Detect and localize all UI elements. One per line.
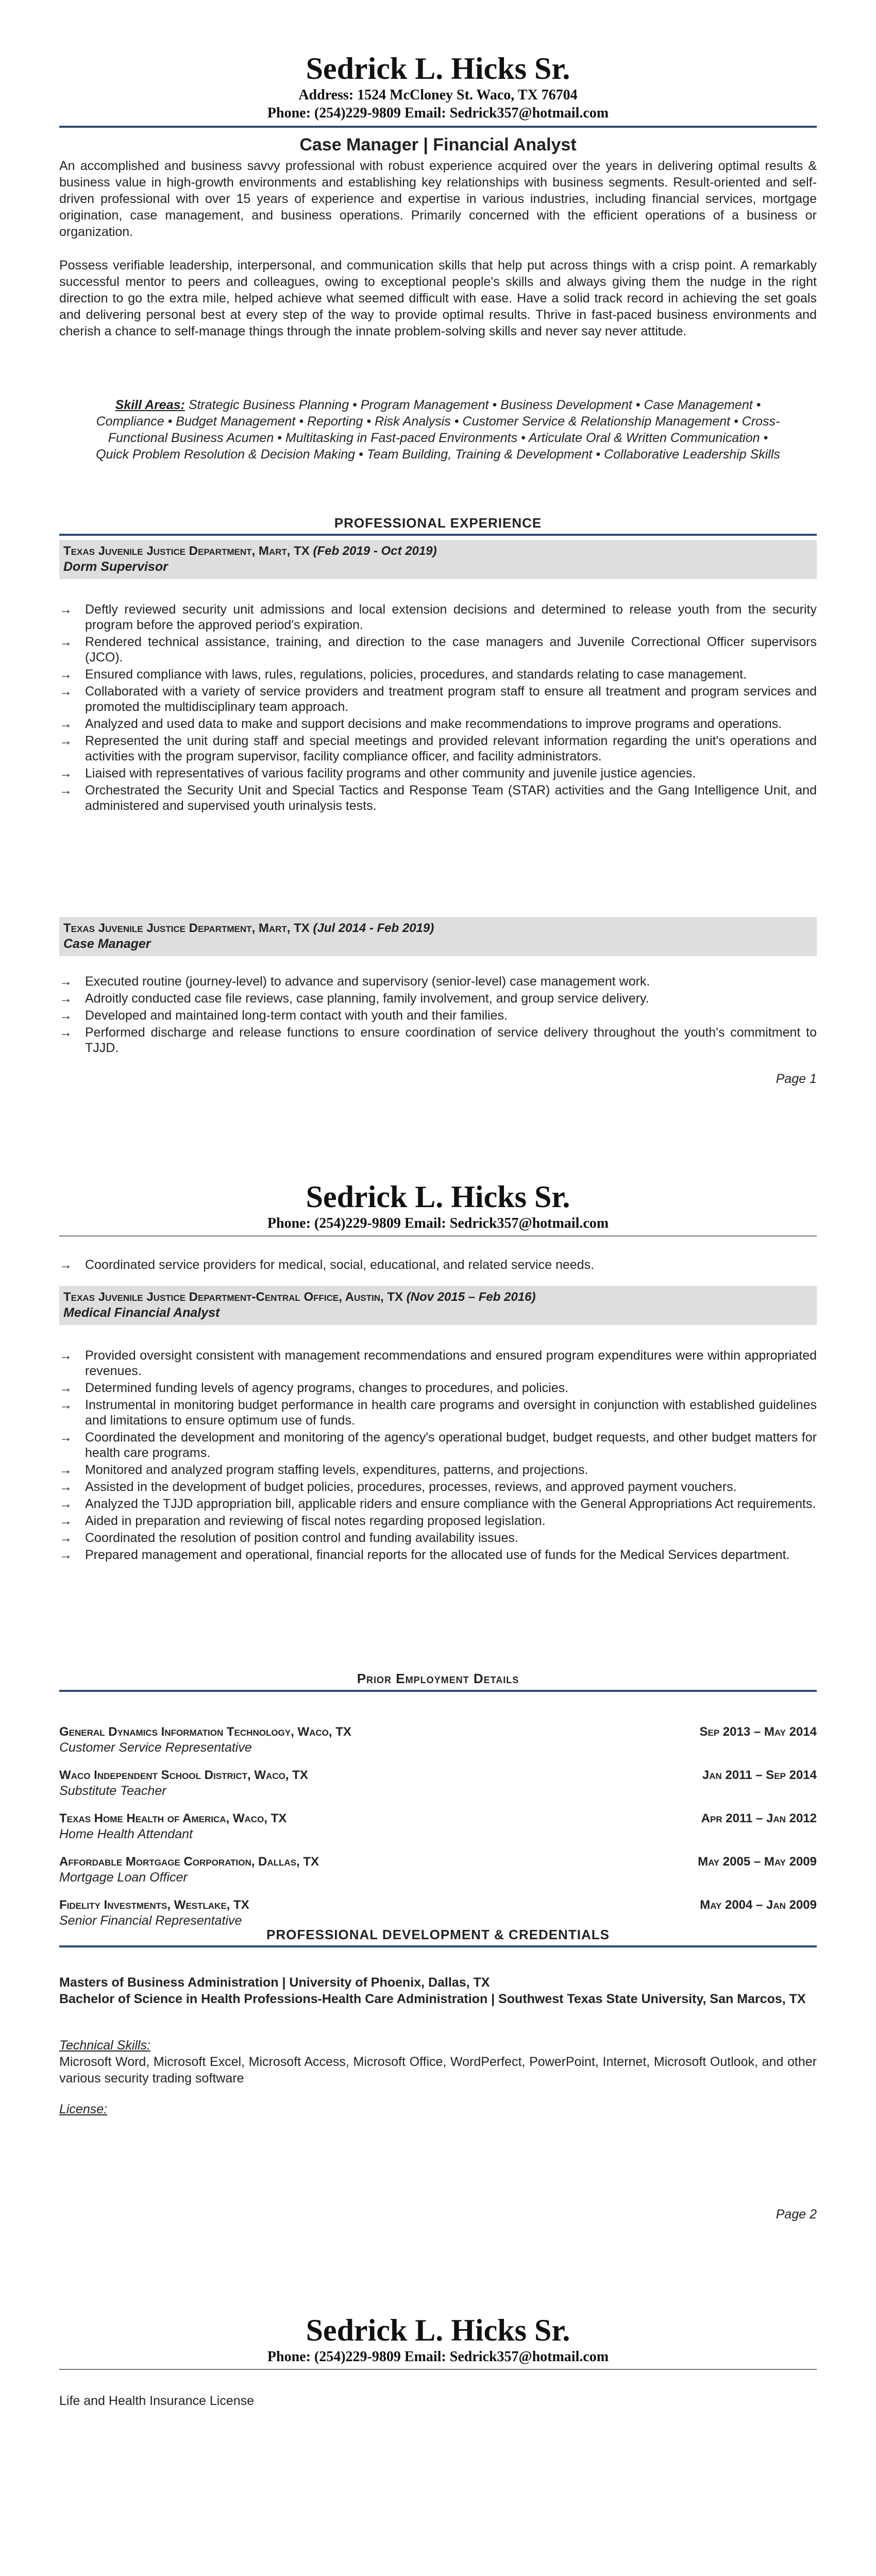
arrow-icon: → xyxy=(59,974,72,989)
skill-areas-list: Strategic Business Planning • Program Management • Business Development • Case Management • Compliance • Budget Management • Reporting • Risk Analysis • Customer Service & Relationship Management • Cross-Functional Business Acumen • Multitasking in Fast-paced Environments • Articulate Oral & Written Communication • Quick Problem Resolution & Decision Making • Team Building, Training & Development • Collaborative Leadership Skills xyxy=(96,398,780,462)
prior-job-title: Substitute Teacher xyxy=(59,1784,166,1798)
arrow-icon: → xyxy=(59,766,72,781)
list-item: → Developed and maintained long-term contact with youth and their families. xyxy=(59,1008,508,1023)
prior-job-employer: Affordable Mortgage Corporation, Dallas, TX xyxy=(59,1855,319,1869)
arrow-icon: → xyxy=(59,684,72,699)
prior-job xyxy=(59,1768,817,1799)
education-item: Masters of Business Administration | University of Phoenix, Dallas, TX xyxy=(59,1975,490,1990)
arrow-icon: → xyxy=(59,602,72,617)
arrow-icon: → xyxy=(59,1258,72,1272)
list-item: → Assisted in the development of budget policies, procedures, processes, reviews, and approved payment vouchers. xyxy=(59,1480,737,1494)
page-1 xyxy=(0,0,876,1133)
arrow-icon: → xyxy=(59,1463,72,1477)
page-number: Page 2 xyxy=(776,2207,817,2222)
prior-job-dates: May 2004 – Jan 2009 xyxy=(700,1898,817,1912)
arrow-icon: → xyxy=(59,1348,72,1363)
list-item: → Coordinated service providers for medical, social, educational, and related service needs. xyxy=(59,1258,595,1272)
job-dates: (Jul 2014 - Feb 2019) xyxy=(313,921,434,935)
technical-skills-label: Technical Skills: xyxy=(59,2038,150,2053)
list-item: → Provided oversight consistent with management recommendations and ensured program expenditures were within appropriated revenues. xyxy=(59,1348,817,1378)
arrow-icon: → xyxy=(59,1025,72,1040)
arrow-icon: → xyxy=(59,734,72,748)
header-divider xyxy=(59,126,817,128)
job-employer: Texas Juvenile Justice Department, Mart, TX xyxy=(63,921,310,935)
arrow-icon: → xyxy=(59,1531,72,1545)
job-header xyxy=(59,540,817,579)
arrow-icon: → xyxy=(59,1548,72,1562)
job-employer: Texas Juvenile Justice Department, Mart, TX xyxy=(63,544,310,558)
job-dates: (Feb 2019 - Oct 2019) xyxy=(313,544,437,558)
page-number: Page 1 xyxy=(776,1072,817,1086)
arrow-icon: → xyxy=(59,1430,72,1445)
arrow-icon: → xyxy=(59,1398,72,1412)
list-item: → Adroitly conducted case file reviews, case planning, family involvement, and group service delivery. xyxy=(59,991,649,1006)
prior-job-dates: Jan 2011 – Sep 2014 xyxy=(702,1768,817,1782)
arrow-icon: → xyxy=(59,1480,72,1494)
list-item: → Instrumental in monitoring budget performance in health care programs and oversight in conjunction with established guidelines and limitations to ensure optimum use of funds. xyxy=(59,1398,817,1428)
job-title: Medical Financial Analyst xyxy=(63,1306,220,1320)
license-text: Life and Health Insurance License xyxy=(59,2394,255,2408)
prior-job-title: Senior Financial Representative xyxy=(59,1913,242,1928)
list-item: → Executed routine (journey-level) to advance and supervisory (senior-level) case management work. xyxy=(59,974,650,989)
education-item: Bachelor of Science in Health Professions-Health Care Administration | Southwest Texas State University, San Marcos, TX xyxy=(59,1992,806,2006)
prior-job xyxy=(59,1725,817,1756)
job-header xyxy=(59,917,817,956)
arrow-icon: → xyxy=(59,991,72,1006)
prior-job xyxy=(59,1855,817,1886)
arrow-icon: → xyxy=(59,1497,72,1511)
list-item: → Analyzed and used data to make and support decisions and make recommendations to improve programs and operations. xyxy=(59,717,782,731)
arrow-icon: → xyxy=(59,1381,72,1395)
skill-areas xyxy=(95,397,781,463)
list-item: → Analyzed the TJJD appropriation bill, applicable riders and ensure compliance with the General Appropriations Act requirements. xyxy=(59,1497,816,1511)
technical-skills-text: Microsoft Word, Microsoft Excel, Microsoft Access, Microsoft Office, WordPerfect, PowerPoint, Internet, Microsoft Outlook, and other various security trading software xyxy=(59,2055,817,2086)
job-bullets-continued xyxy=(59,1257,817,1274)
arrow-icon: → xyxy=(59,667,72,682)
summary-paragraph-2: Possess verifiable leadership, interpersonal, and communication skills that help put across things with a crisp point. A remarkably successful mentor to peers and colleagues, owing to exceptional people's skills and always giving them the nudge in the right direction to go the extra mile, helped achieve what seemed difficult with ease. Have a solid track record in achieving the set goals and delivering personal best at every step of the way to provide optimal results. Thrive in fast-paced business environments and cherish a chance to self-manage things through the innate problem-solving skills and never say never attitude. xyxy=(59,258,817,338)
header-divider xyxy=(59,2369,817,2370)
job-employer: Texas Juvenile Justice Department-Central Office, Austin, TX xyxy=(63,1290,403,1304)
arrow-icon: → xyxy=(59,717,72,731)
prior-job-title: Customer Service Representative xyxy=(59,1740,252,1755)
prior-job-title: Home Health Attendant xyxy=(59,1827,193,1841)
prior-job-dates: Sep 2013 – May 2014 xyxy=(699,1725,817,1739)
list-item: → Represented the unit during staff and special meetings and provided relevant information regarding the unit's operations and activities with the program supervisor, facility compliance officer, and facility administrators. xyxy=(59,734,817,764)
list-item: → Determined funding levels of agency programs, changes to procedures, and policies. xyxy=(59,1381,569,1395)
list-item: → Collaborated with a variety of service providers and treatment program staff to ensure all treatment and program services and promoted the multidisciplinary team approach. xyxy=(59,684,817,714)
header-contact: Phone: (254)229-9809 Email: Sedrick357@hotmail.com xyxy=(267,2349,609,2365)
page-3 xyxy=(0,2267,876,2576)
section-divider xyxy=(59,1690,817,1692)
arrow-icon: → xyxy=(59,635,72,649)
prior-job-employer: General Dynamics Information Technology, Waco, TX xyxy=(59,1725,351,1739)
job-header xyxy=(59,1286,817,1325)
list-item: → Prepared management and operational, financial reports for the allocated use of funds for the Medical Services department. xyxy=(59,1548,790,1562)
job-bullets xyxy=(59,1348,817,1564)
list-item: → Monitored and analyzed program staffing levels, expenditures, patterns, and projections. xyxy=(59,1463,588,1477)
job-title: Dorm Supervisor xyxy=(63,560,168,574)
header-contact: Phone: (254)229-9809 Email: Sedrick357@hotmail.com xyxy=(267,1215,609,1231)
summary-paragraph-1: An accomplished and business savvy professional with robust experience acquired over the years in delivering optimal results & business value in high-growth environments and establishing key relationships with business segments. Result-oriented and self-driven professional with over 15 years of experience and expertise in various industries, including financial services, mortgage origination, case management, and business operations. Primarily concerned with the efficient operations of a business or organization. xyxy=(59,159,817,239)
resume-title: Case Manager | Financial Analyst xyxy=(299,135,577,155)
prior-job xyxy=(59,1811,817,1842)
header-contact: Phone: (254)229-9809 Email: Sedrick357@hotmail.com xyxy=(267,105,609,121)
list-item: → Rendered technical assistance, training, and direction to the case managers and Juvenile Correctional Officer supervisors (JCO). xyxy=(59,635,817,665)
page-2 xyxy=(0,1133,876,2267)
list-item: → Aided in preparation and reviewing of fiscal notes regarding proposed legislation. xyxy=(59,1514,546,1528)
job-title: Case Manager xyxy=(63,937,151,951)
prior-job-dates: Apr 2011 – Jan 2012 xyxy=(701,1811,817,1825)
header-name: Sedrick L. Hicks Sr. xyxy=(306,1180,570,1214)
list-item: → Liaised with representatives of various facility programs and other community and juvenile justice agencies. xyxy=(59,766,696,781)
job-dates: (Nov 2015 – Feb 2016) xyxy=(406,1290,536,1304)
section-divider xyxy=(59,1945,817,1947)
prior-job xyxy=(59,1898,817,1929)
job-bullets xyxy=(59,974,817,1057)
skill-areas-label: Skill Areas: xyxy=(115,398,185,412)
list-item: → Deftly reviewed security unit admissions and local extension decisions and determined to release youth from the security program before the approved period's expiration. xyxy=(59,602,817,632)
list-item: → Orchestrated the Security Unit and Special Tactics and Response Team (STAR) activities and the Gang Intelligence Unit, and administered and supervised youth urinalysis tests. xyxy=(59,783,817,813)
prior-job-title: Mortgage Loan Officer xyxy=(59,1870,188,1885)
section-divider xyxy=(59,534,817,536)
list-item: → Coordinated the resolution of position control and funding availability issues. xyxy=(59,1531,518,1545)
header-divider xyxy=(59,1235,817,1236)
header-address: Address: 1524 McCloney St. Waco, TX 76704 xyxy=(298,87,578,103)
prior-job-employer: Waco Independent School District, Waco, TX xyxy=(59,1768,308,1782)
arrow-icon: → xyxy=(59,1008,72,1023)
header-name: Sedrick L. Hicks Sr. xyxy=(306,52,570,86)
list-item: → Coordinated the development and monitoring of the agency's operational budget, budget requests, and other budget matters for health care programs. xyxy=(59,1430,817,1460)
job-bullets xyxy=(59,602,817,815)
prior-job-employer: Fidelity Investments, Westlake, TX xyxy=(59,1898,249,1912)
prior-job-dates: May 2005 – May 2009 xyxy=(698,1855,817,1869)
prior-job-employer: Texas Home Health of America, Waco, TX xyxy=(59,1811,287,1825)
header-name: Sedrick L. Hicks Sr. xyxy=(306,2313,570,2347)
section-professional-development: PROFESSIONAL DEVELOPMENT & CREDENTIALS xyxy=(266,1927,610,1942)
list-item: → Performed discharge and release functions to ensure coordination of service delivery throughout the youth's commitment to TJJD. xyxy=(59,1025,817,1055)
license-label: License: xyxy=(59,2102,108,2116)
section-professional-experience: PROFESSIONAL EXPERIENCE xyxy=(334,515,542,531)
arrow-icon: → xyxy=(59,1514,72,1528)
list-item: → Ensured compliance with laws, rules, regulations, policies, procedures, and standards relating to case management. xyxy=(59,667,747,682)
section-prior-employment: Prior Employment Details xyxy=(357,1671,519,1686)
arrow-icon: → xyxy=(59,783,72,798)
